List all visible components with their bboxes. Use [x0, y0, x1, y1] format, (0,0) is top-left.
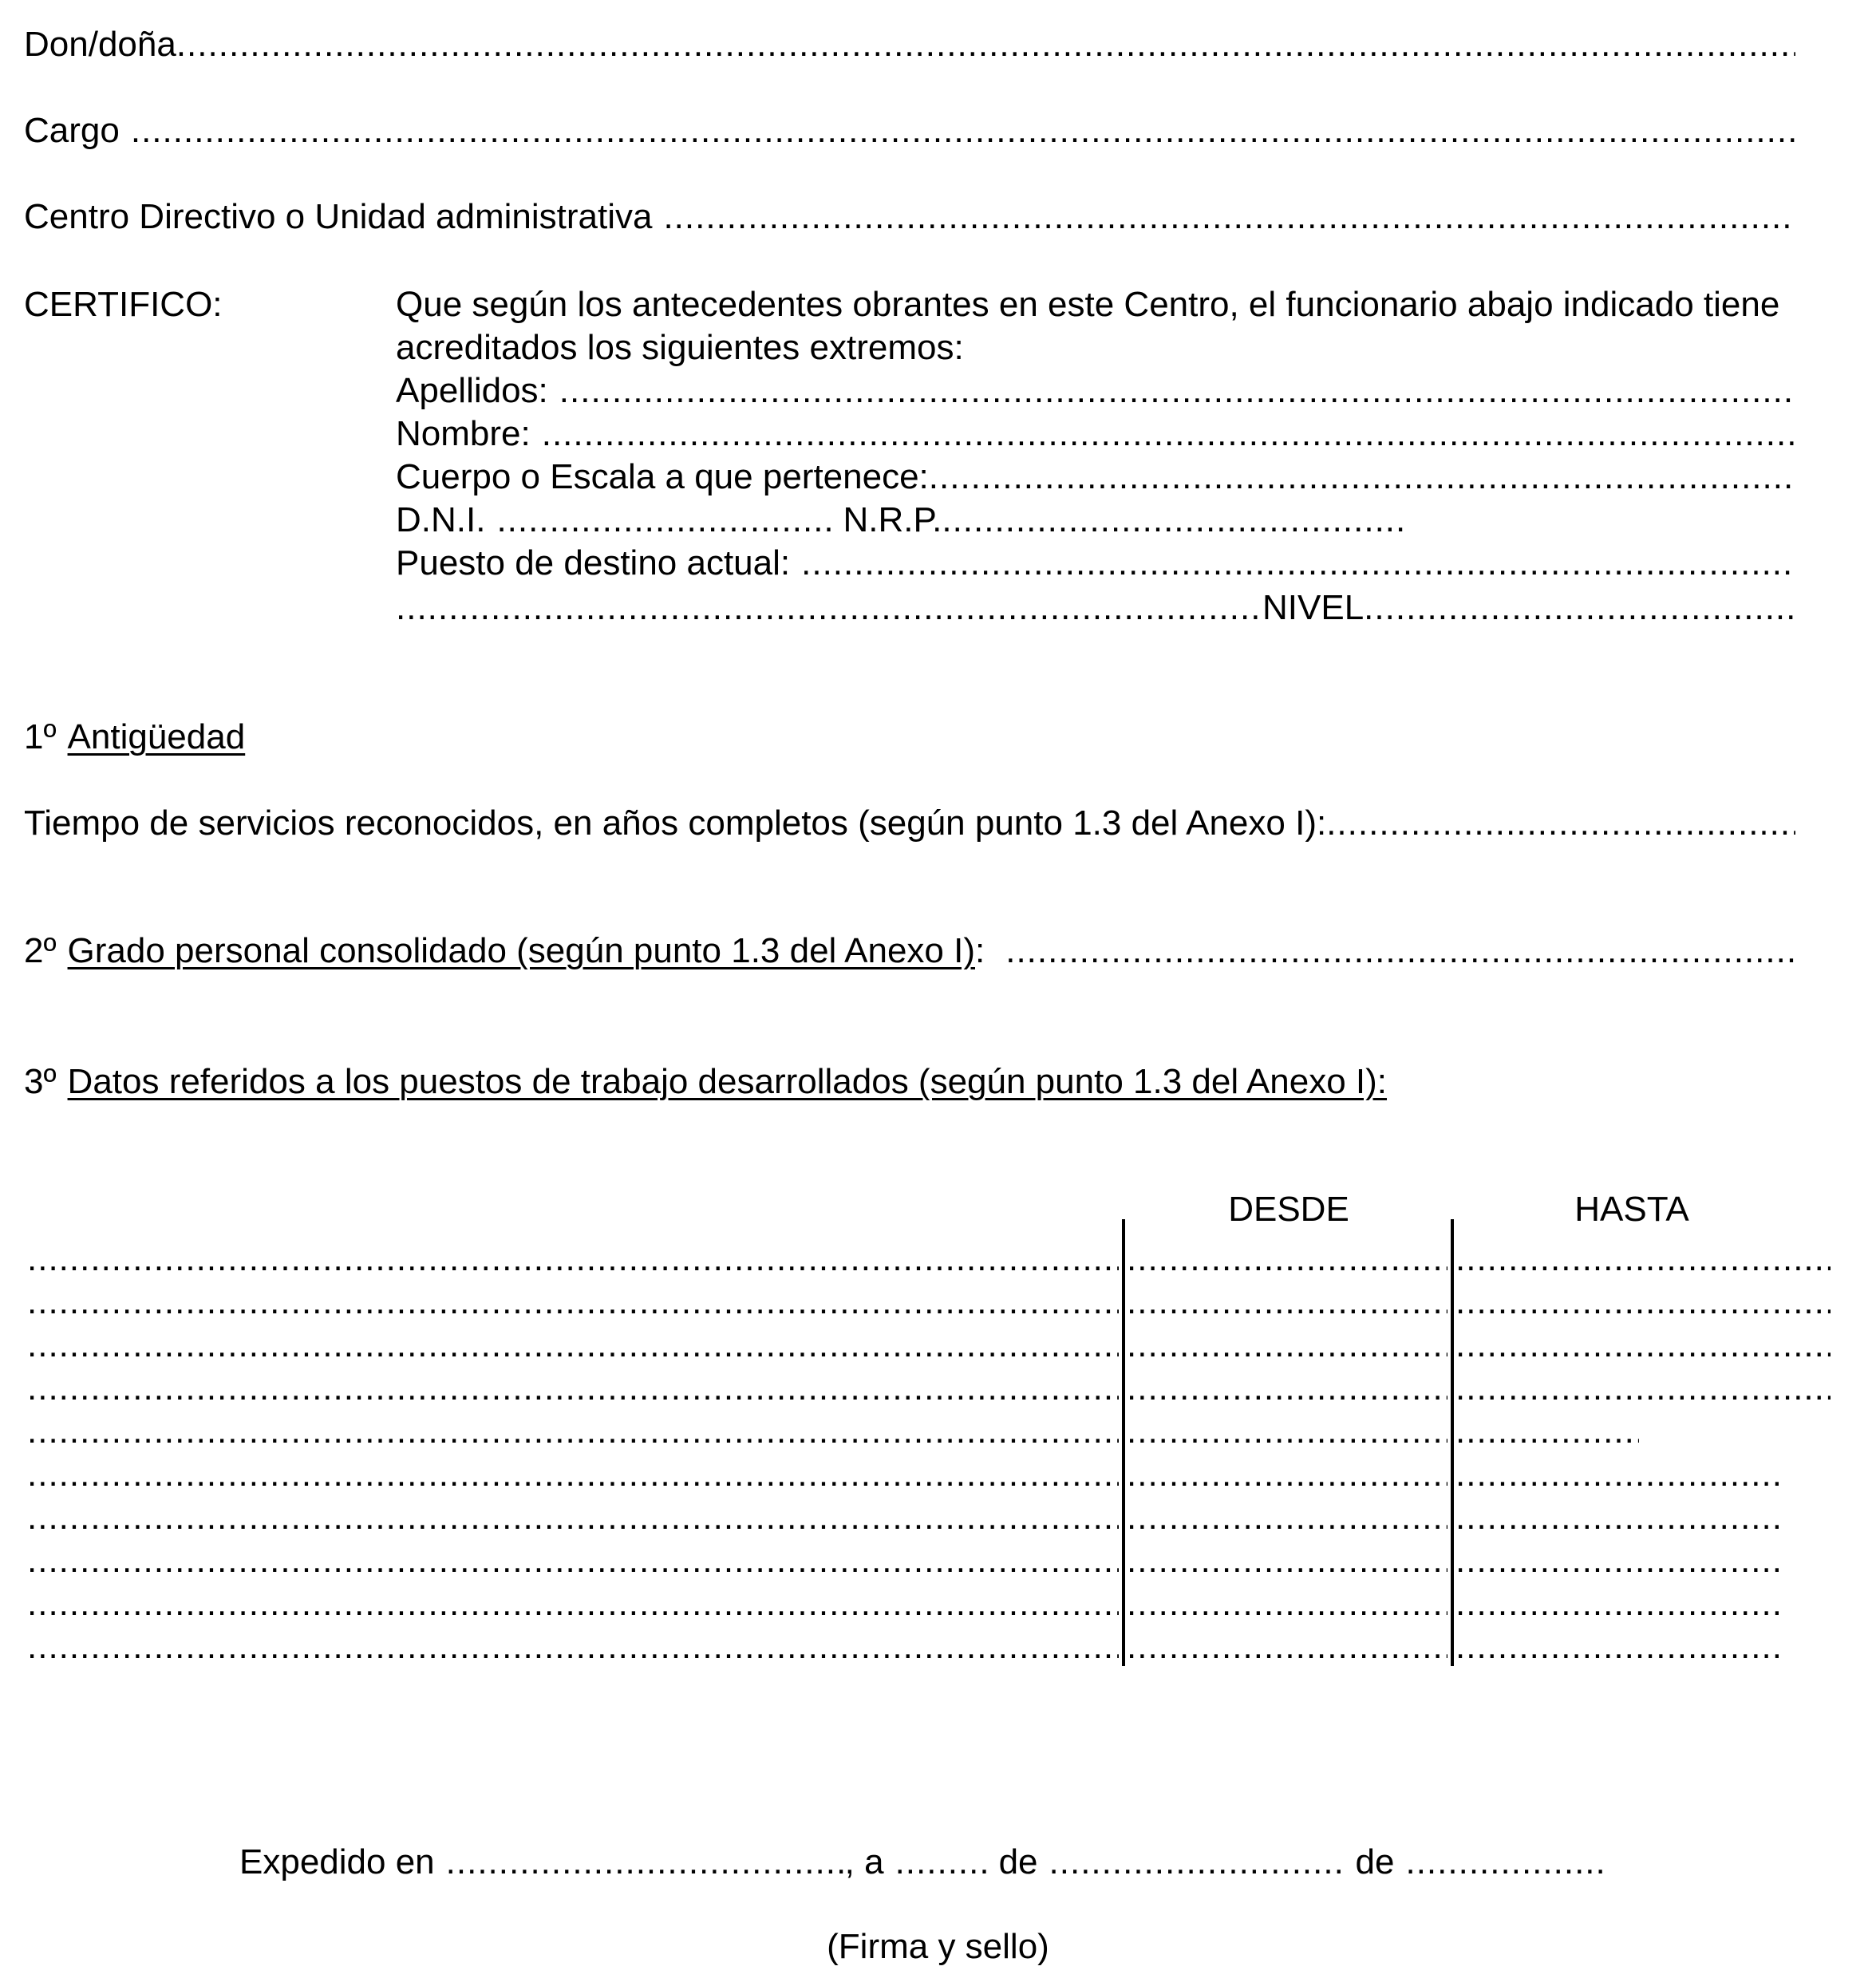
column-divider-hasta	[1451, 1219, 1454, 1666]
nrp-fill-line	[942, 499, 1404, 541]
don-field[interactable]	[24, 24, 1795, 65]
nombre-fill-line	[542, 413, 1795, 455]
row-desde-cell[interactable]	[1127, 1281, 1447, 1323]
nivel-label: NIVEL	[1262, 588, 1365, 627]
section1-heading	[24, 717, 245, 758]
row-hasta-cell[interactable]	[1455, 1583, 1783, 1625]
row-hasta-cell[interactable]	[1455, 1281, 1831, 1323]
puesto-fill-line	[801, 543, 1795, 584]
section2-title: Grado personal consolidado (según punto 1.3 del Anexo I)	[67, 931, 975, 970]
expedido-de2: de	[1355, 1842, 1395, 1881]
nrp-label: N.R.P.	[843, 500, 942, 539]
cuerpo-field[interactable]	[396, 456, 1795, 498]
row-hasta-cell[interactable]	[1455, 1540, 1783, 1581]
don-fill-line	[176, 24, 1795, 65]
row-hasta-cell[interactable]	[1455, 1497, 1783, 1538]
section3-number: 3º	[24, 1062, 57, 1101]
row-hasta-cell[interactable]	[1455, 1325, 1831, 1366]
row-cargo-cell[interactable]	[27, 1497, 1119, 1538]
row-cargo-cell[interactable]	[27, 1454, 1119, 1495]
row-hasta-cell[interactable]	[1455, 1411, 1639, 1452]
nombre-field[interactable]	[396, 413, 1795, 455]
row-desde-cell[interactable]	[1127, 1497, 1447, 1538]
expedido-month-fill	[1049, 1842, 1345, 1883]
row-desde-cell[interactable]	[1127, 1583, 1447, 1625]
row-desde-cell[interactable]	[1127, 1626, 1447, 1668]
apellidos-label: Apellidos:	[396, 371, 548, 410]
expedido-comma-a: , a	[844, 1842, 884, 1881]
tiempo-fill-line	[1326, 803, 1795, 844]
puesto-nivel-field[interactable]	[396, 587, 1795, 629]
row-hasta-cell[interactable]	[1455, 1454, 1783, 1495]
nivel-fill-line	[1364, 587, 1795, 629]
row-desde-cell[interactable]	[1127, 1411, 1447, 1452]
section3-heading	[24, 1061, 1387, 1103]
puesto-field[interactable]	[396, 543, 1795, 584]
apellidos-fill-line	[559, 370, 1795, 412]
cargo-fill-line	[131, 110, 1795, 152]
nombre-label: Nombre:	[396, 414, 531, 453]
tiempo-label: Tiempo de servicios reconocidos, en años completos (según punto 1.3 del Anexo I):	[24, 803, 1327, 843]
puesto-label: Puesto de destino actual:	[396, 543, 791, 582]
don-label: Don/doña	[24, 25, 176, 64]
centro-field[interactable]	[24, 196, 1795, 238]
cuerpo-label: Cuerpo o Escala a que pertenece:	[396, 457, 929, 496]
row-desde-cell[interactable]	[1127, 1540, 1447, 1581]
col-desde-header: DESDE	[1228, 1190, 1349, 1229]
certifico-intro-line1: Que según los antecedentes obrantes en este Centro, el funcionario abajo indicado tiene	[396, 285, 1780, 324]
puesto-cont-fill-line	[396, 587, 1262, 629]
dni-nrp-field[interactable]	[396, 499, 1404, 541]
centro-fill-line	[663, 196, 1795, 238]
row-hasta-cell[interactable]	[1455, 1368, 1831, 1409]
section3-title: Datos referidos a los puestos de trabajo desarrollados (según punto 1.3 del Anexo I):	[67, 1062, 1388, 1101]
section2-field[interactable]	[24, 930, 1795, 972]
expedido-line[interactable]	[239, 1842, 1604, 1883]
expedido-year-fill	[1405, 1842, 1604, 1883]
row-cargo-cell[interactable]	[27, 1583, 1119, 1625]
row-desde-cell[interactable]	[1127, 1454, 1447, 1495]
cargo-field[interactable]	[24, 110, 1795, 152]
row-desde-cell[interactable]	[1127, 1368, 1447, 1409]
col-hasta-header: HASTA	[1574, 1190, 1689, 1229]
cuerpo-fill-line	[929, 456, 1795, 498]
row-cargo-cell[interactable]	[27, 1411, 1119, 1452]
tiempo-field[interactable]	[24, 803, 1795, 844]
row-cargo-cell[interactable]	[27, 1368, 1119, 1409]
dni-label: D.N.I.	[396, 500, 486, 539]
section2-colon: :	[975, 931, 985, 970]
row-cargo-cell[interactable]	[27, 1281, 1119, 1323]
certifico-intro-line2: acreditados los siguientes extremos:	[396, 328, 964, 367]
centro-label: Centro Directivo o Unidad administrativa	[24, 197, 653, 236]
certifico-label: CERTIFICO:	[24, 285, 223, 324]
expedido-label: Expedido en	[239, 1842, 435, 1881]
apellidos-field[interactable]	[396, 370, 1795, 412]
row-cargo-cell[interactable]	[27, 1540, 1119, 1581]
dni-fill-line	[496, 499, 831, 541]
cargo-label: Cargo	[24, 111, 120, 150]
row-cargo-cell[interactable]	[27, 1626, 1119, 1668]
row-desde-cell[interactable]	[1127, 1238, 1447, 1280]
firma-y-sello: (Firma y sello)	[827, 1927, 1049, 1966]
expedido-place-fill	[446, 1842, 845, 1883]
column-divider-desde	[1122, 1219, 1125, 1666]
row-desde-cell[interactable]	[1127, 1325, 1447, 1366]
section2-fill-line	[1005, 930, 1795, 972]
row-cargo-cell[interactable]	[27, 1238, 1119, 1280]
row-cargo-cell[interactable]	[27, 1325, 1119, 1366]
expedido-de1: de	[998, 1842, 1038, 1881]
section1-number: 1º	[24, 717, 57, 756]
section1-title: Antigüedad	[67, 717, 246, 756]
row-hasta-cell[interactable]	[1455, 1626, 1783, 1668]
section2-number: 2º	[24, 931, 57, 970]
expedido-day-fill	[895, 1842, 988, 1883]
row-hasta-cell[interactable]	[1455, 1238, 1831, 1280]
